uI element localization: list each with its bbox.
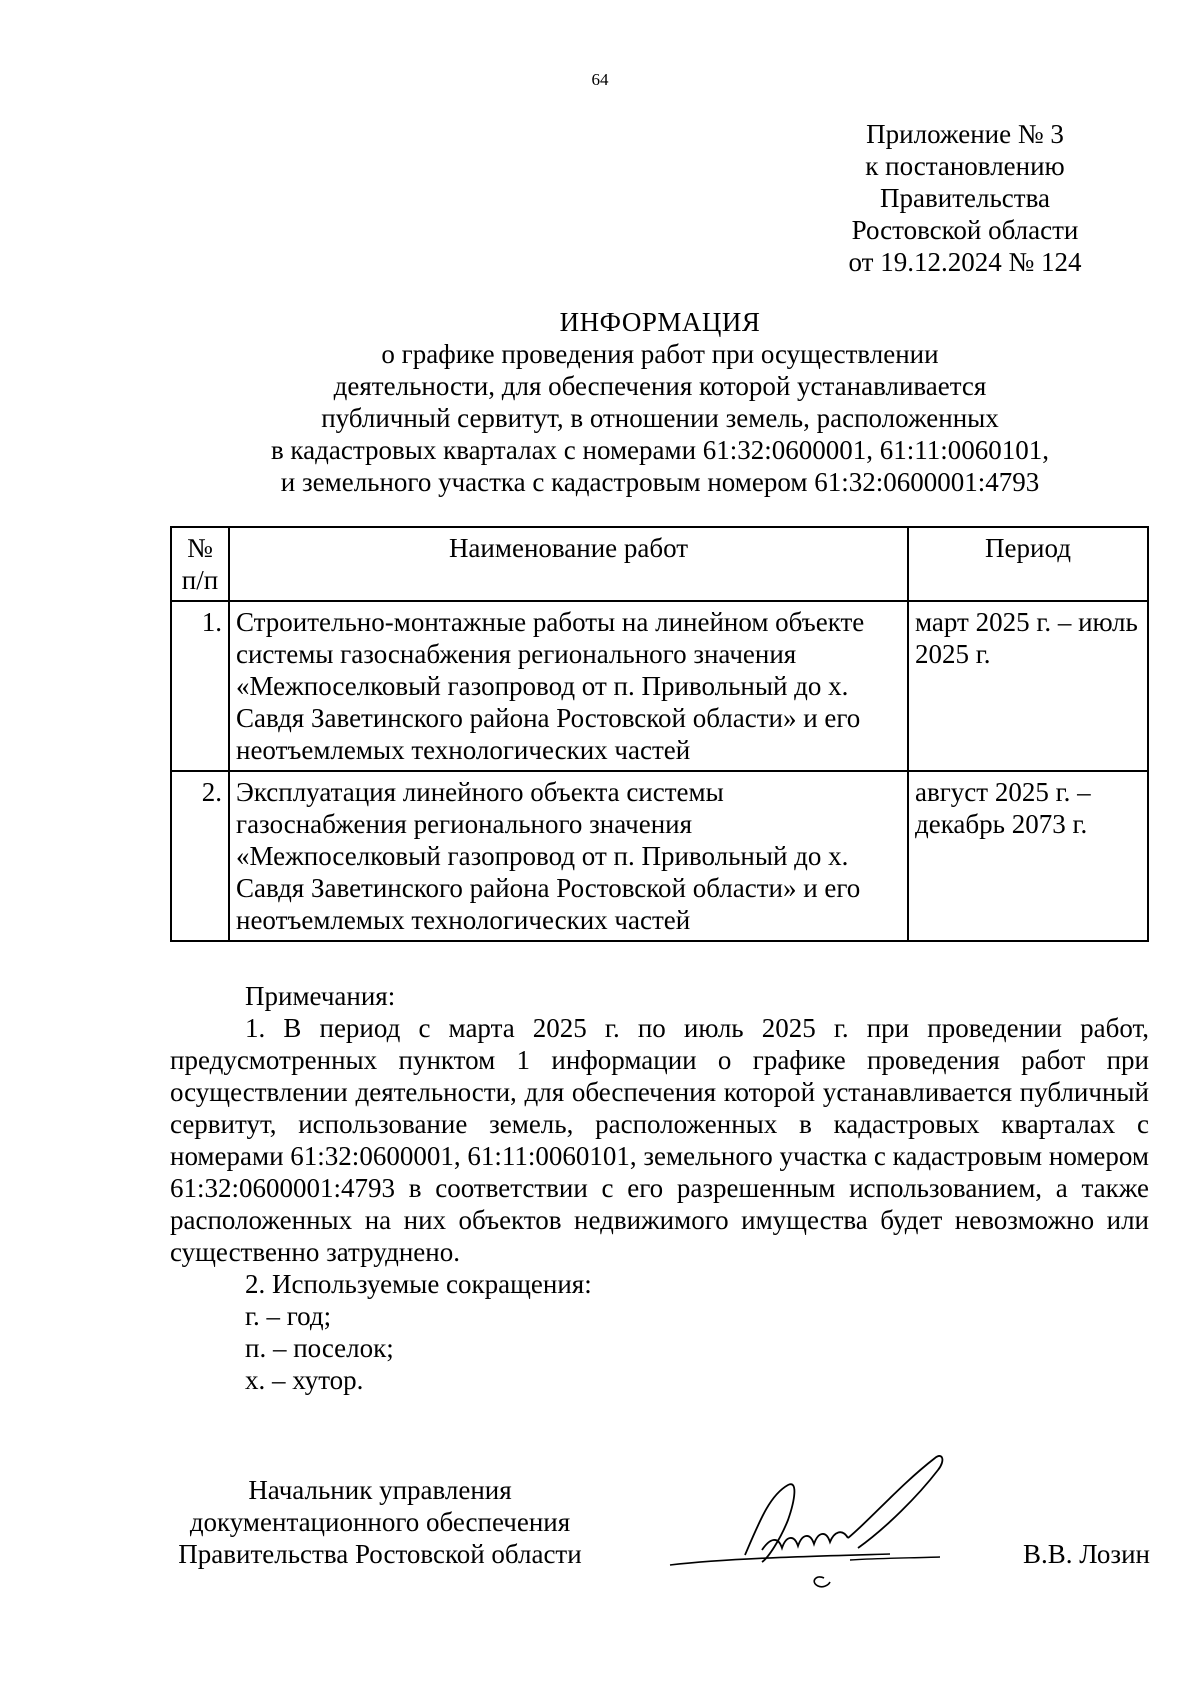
position-line: документационного обеспечения bbox=[189, 1507, 571, 1537]
appendix-line: от 19.12.2024 № 124 bbox=[848, 247, 1082, 277]
title-line: и земельного участка с кадастровым номером 61:32:0600001:4793 bbox=[280, 467, 1040, 497]
signatory-position bbox=[170, 1474, 590, 1570]
appendix-line: Приложение № 3 bbox=[866, 119, 1064, 149]
signatory-name: В.В. Лозин bbox=[1023, 1539, 1150, 1569]
appendix-line: Правительства bbox=[880, 183, 1050, 213]
header-name: Наименование работ bbox=[229, 527, 908, 601]
header-num: № п/п bbox=[171, 527, 229, 601]
row-name: Строительно-монтажные работы на линейном объекте системы газоснабжения регионального значения «Межпоселковый газопровод от п. Привольный до х. Савдя Заветинского района Ростовской области» и его неотъемлемых технологических частей bbox=[229, 601, 908, 771]
row-num: 2. bbox=[171, 771, 229, 941]
notes-section bbox=[170, 980, 1149, 1396]
document-title bbox=[170, 306, 1150, 498]
title-line: публичный сервитут, в отношении земель, расположенных bbox=[321, 403, 999, 433]
note-item-1: 1. В период с марта 2025 г. по июль 2025 г. при проведении работ, предусмотренных пунктом 1 информации о графике проведения работ при осуществлении деятельности, для обеспечения которой устанавливается публичный сервитут, использование земель, расположенных в кадастровых кварталах с номерами 61:32:0600001, 61:11:0060101, земельного участка с кадастровым номером 61:32:0600001:4793 в соответствии с его разрешенным использованием, а также расположенных на них объектов недвижимого имущества будет невозможно или существенно затруднено. bbox=[170, 1013, 1149, 1267]
row-num: 1. bbox=[171, 601, 229, 771]
row-period: март 2025 г. – июль 2025 г. bbox=[908, 601, 1148, 771]
row-name: Эксплуатация линейного объекта системы газоснабжения регионального значения «Межпоселковый газопровод от п. Привольный до х. Савдя Заветинского района Ростовской области» и его неотъемлемых технологических частей bbox=[229, 771, 908, 941]
table-row bbox=[171, 601, 1148, 771]
appendix-line: Ростовской области bbox=[851, 215, 1079, 245]
title-line: о графике проведения работ при осуществлении bbox=[381, 339, 939, 369]
header-period: Период bbox=[908, 527, 1148, 601]
table-row bbox=[171, 771, 1148, 941]
note-item-2: 2. Используемые сокращения: bbox=[245, 1269, 592, 1299]
title-line: в кадастровых кварталах с номерами 61:32:0600001, 61:11:0060101, bbox=[270, 435, 1050, 465]
page-number: 64 bbox=[591, 70, 609, 89]
abbreviation-item: х. – хутор. bbox=[245, 1365, 364, 1395]
works-schedule-table bbox=[170, 526, 1149, 942]
table-header-row bbox=[171, 527, 1148, 601]
notes-heading: Примечания: bbox=[245, 981, 396, 1011]
appendix-line: к постановлению bbox=[865, 151, 1065, 181]
handwritten-signature bbox=[650, 1440, 980, 1610]
title-heading: ИНФОРМАЦИЯ bbox=[559, 307, 761, 337]
abbreviation-item: п. – поселок; bbox=[245, 1333, 394, 1363]
title-line: деятельности, для обеспечения которой устанавливается bbox=[333, 371, 987, 401]
position-line: Правительства Ростовской области bbox=[178, 1539, 582, 1569]
abbreviation-item: г. – год; bbox=[245, 1301, 332, 1331]
appendix-header bbox=[840, 118, 1090, 278]
position-line: Начальник управления bbox=[248, 1475, 512, 1505]
row-period: август 2025 г. – декабрь 2073 г. bbox=[908, 771, 1148, 941]
